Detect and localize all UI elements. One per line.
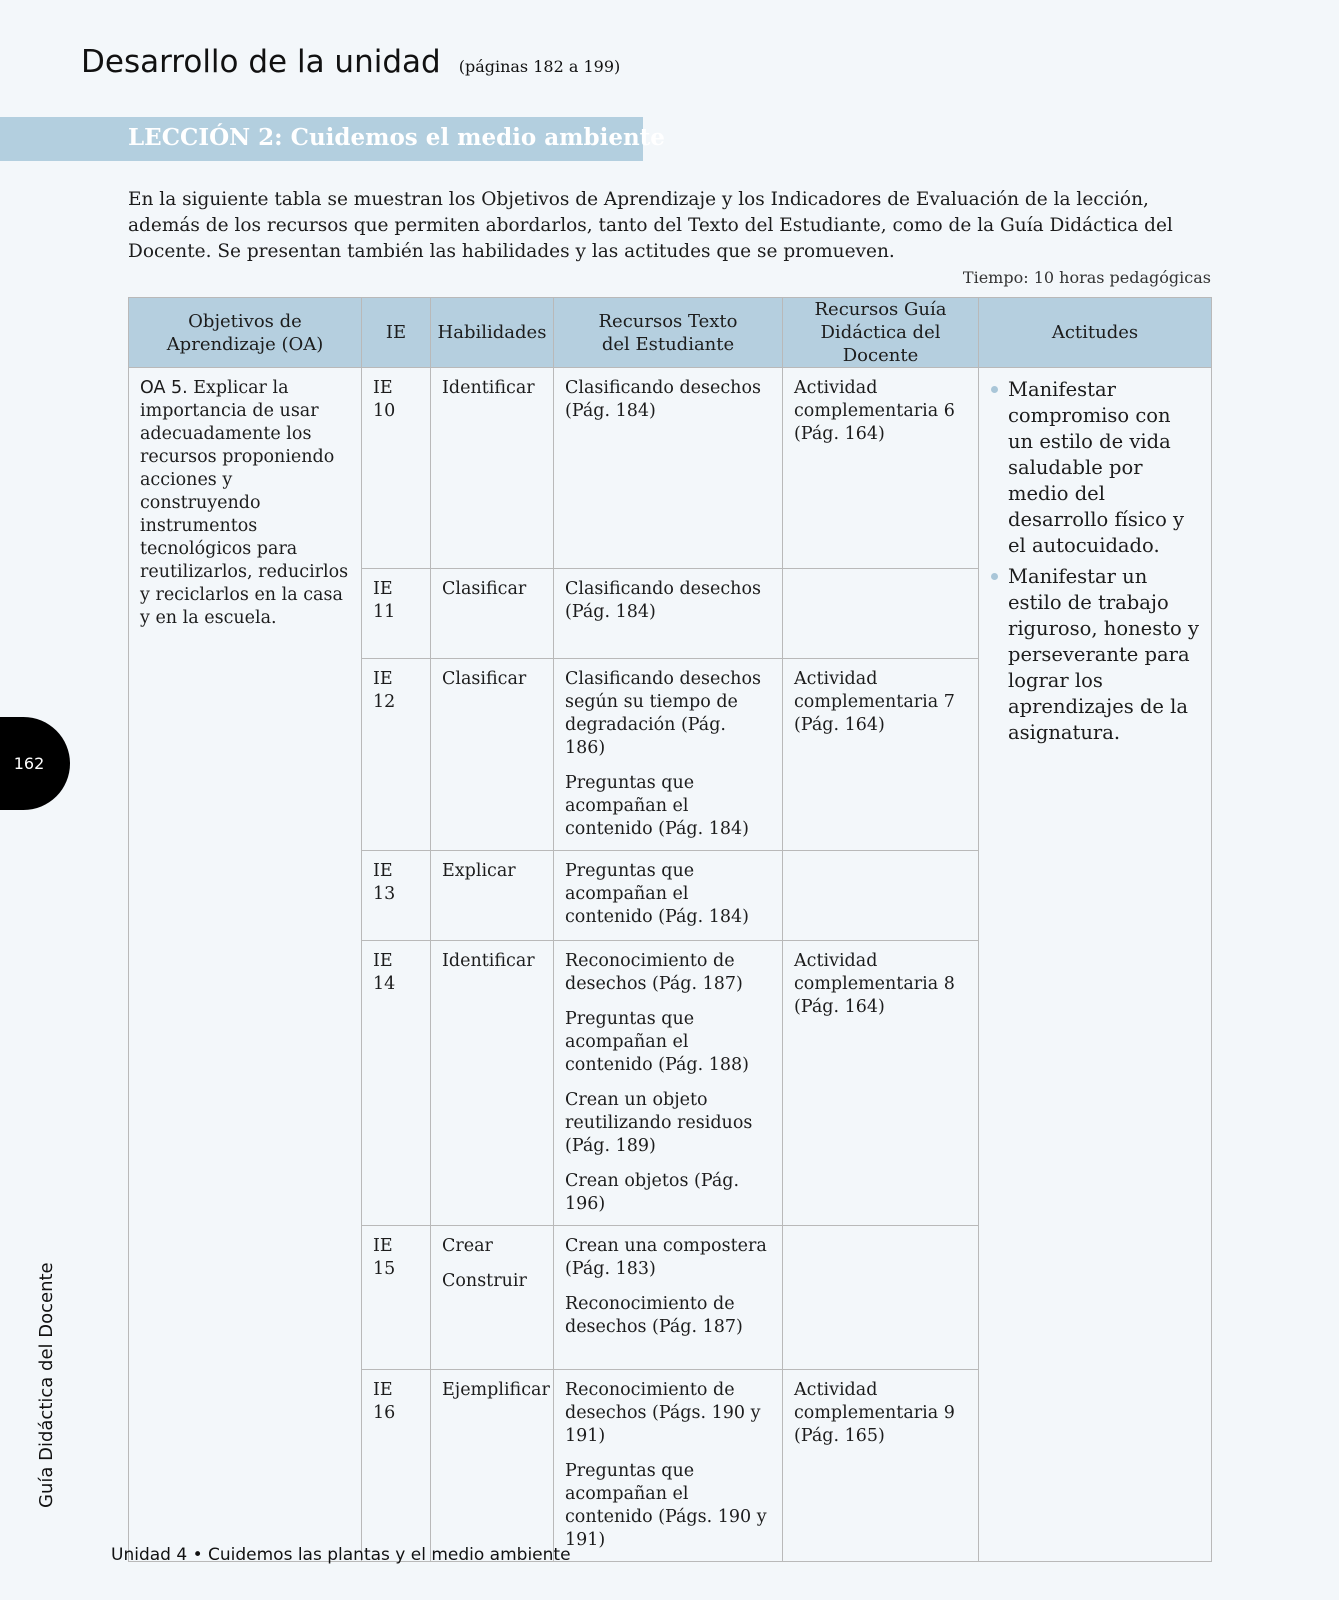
header-oa: Objetivos de Aprendizaje (OA) bbox=[129, 298, 362, 368]
ie-cell: IE 14 bbox=[362, 941, 431, 1226]
oa-text: Explicar la importancia de usar adecuadamente los recursos proponiendo acciones y construyendo instrumentos tecnológicos para reutilizarlos, reducirlos y reciclarlos en la casa y en la escuela. bbox=[140, 378, 349, 628]
header-recursos-texto: Recursos Texto del Estudiante bbox=[554, 298, 783, 368]
habilidades-cell: Clasificar bbox=[431, 659, 554, 851]
recursos-guia-cell: Actividad complementaria 9 (Pág. 165) bbox=[783, 1370, 979, 1562]
oa-cell bbox=[129, 368, 362, 1562]
page-number-tab bbox=[0, 717, 70, 810]
recursos-texto-cell: Reconocimiento de desechos (Pág. 187) Preguntas que acompañan el contenido (Pág. 188) Crean un objeto reutilizando residuos (Pág. 189) Crean objetos (Pág. 196) bbox=[554, 941, 783, 1226]
footer: Unidad 4 • Cuidemos las plantas y el medio ambiente bbox=[111, 1545, 571, 1565]
time-note: Tiempo: 10 horas pedagógicas bbox=[962, 268, 1211, 287]
habilidades-cell: Crear Construir bbox=[431, 1226, 554, 1370]
lesson-title: LECCIÓN 2: Cuidemos el medio ambiente bbox=[128, 124, 665, 151]
habilidades-cell: Explicar bbox=[431, 851, 554, 941]
habilidades-cell: Identificar bbox=[431, 941, 554, 1226]
ie-cell: IE 10 bbox=[362, 368, 431, 569]
oa-code: OA 5. bbox=[140, 378, 188, 398]
actitudes-cell bbox=[979, 368, 1212, 1562]
page-title-text: Desarrollo de la unidad bbox=[81, 44, 441, 80]
header-habilidades: Habilidades bbox=[431, 298, 554, 368]
ie-cell: IE 16 bbox=[362, 1370, 431, 1562]
list-item: Manifestar un estilo de trabajo riguroso, honesto y perseverante para lograr los aprendizajes de la asignatura. bbox=[990, 564, 1200, 746]
intro-paragraph: En la siguiente tabla se muestran los Objetivos de Aprendizaje y los Indicadores de Evaluación de la lección, además de los recursos que permiten abordarlos, tanto del Texto del Estudiante, como de la Guía Didáctica del Docente. Se presentan también las habilidades y las actitudes que se promueven. bbox=[128, 189, 1173, 262]
recursos-guia-cell: Actividad complementaria 6 (Pág. 164) bbox=[783, 368, 979, 569]
ie-cell: IE 12 bbox=[362, 659, 431, 851]
recursos-guia-cell bbox=[783, 1226, 979, 1370]
recursos-texto-cell: Clasificando desechos según su tiempo de degradación (Pág. 186) Preguntas que acompañan el contenido (Pág. 184) bbox=[554, 659, 783, 851]
list-item: Manifestar compromiso con un estilo de vida saludable por medio del desarrollo físico y el autocuidado. bbox=[990, 377, 1200, 559]
header-actitudes: Actitudes bbox=[979, 298, 1212, 368]
table-header-row bbox=[129, 298, 1212, 368]
recursos-texto-cell: Clasificando desechos (Pág. 184) bbox=[554, 368, 783, 569]
lesson-table bbox=[128, 297, 1212, 1562]
recursos-texto-cell: Reconocimiento de desechos (Págs. 190 y 191) Preguntas que acompañan el contenido (Págs. 190 y 191) bbox=[554, 1370, 783, 1562]
recursos-texto-cell: Crean una compostera (Pág. 183) Reconocimiento de desechos (Pág. 187) bbox=[554, 1226, 783, 1370]
bullet-icon bbox=[991, 573, 998, 580]
actitudes-list bbox=[990, 377, 1200, 746]
recursos-guia-cell bbox=[783, 851, 979, 941]
page-number: 162 bbox=[13, 754, 45, 773]
ie-cell: IE 13 bbox=[362, 851, 431, 941]
header-recursos-guia: Recursos Guía Didáctica del Docente bbox=[783, 298, 979, 368]
side-label: Guía Didáctica del Docente bbox=[36, 1262, 57, 1508]
ie-cell: IE 11 bbox=[362, 569, 431, 659]
table-row bbox=[129, 368, 1212, 569]
recursos-texto-cell: Clasificando desechos (Pág. 184) bbox=[554, 569, 783, 659]
header-ie: IE bbox=[362, 298, 431, 368]
recursos-guia-cell: Actividad complementaria 7 (Pág. 164) bbox=[783, 659, 979, 851]
page-title bbox=[81, 44, 620, 80]
recursos-guia-cell: Actividad complementaria 8 (Pág. 164) bbox=[783, 941, 979, 1226]
bullet-icon bbox=[991, 386, 998, 393]
recursos-texto-cell: Preguntas que acompañan el contenido (Pág. 184) bbox=[554, 851, 783, 941]
ie-cell: IE 15 bbox=[362, 1226, 431, 1370]
habilidades-cell: Identificar bbox=[431, 368, 554, 569]
habilidades-cell: Ejemplificar bbox=[431, 1370, 554, 1562]
page-range: (páginas 182 a 199) bbox=[458, 57, 621, 76]
habilidades-cell: Clasificar bbox=[431, 569, 554, 659]
recursos-guia-cell bbox=[783, 569, 979, 659]
